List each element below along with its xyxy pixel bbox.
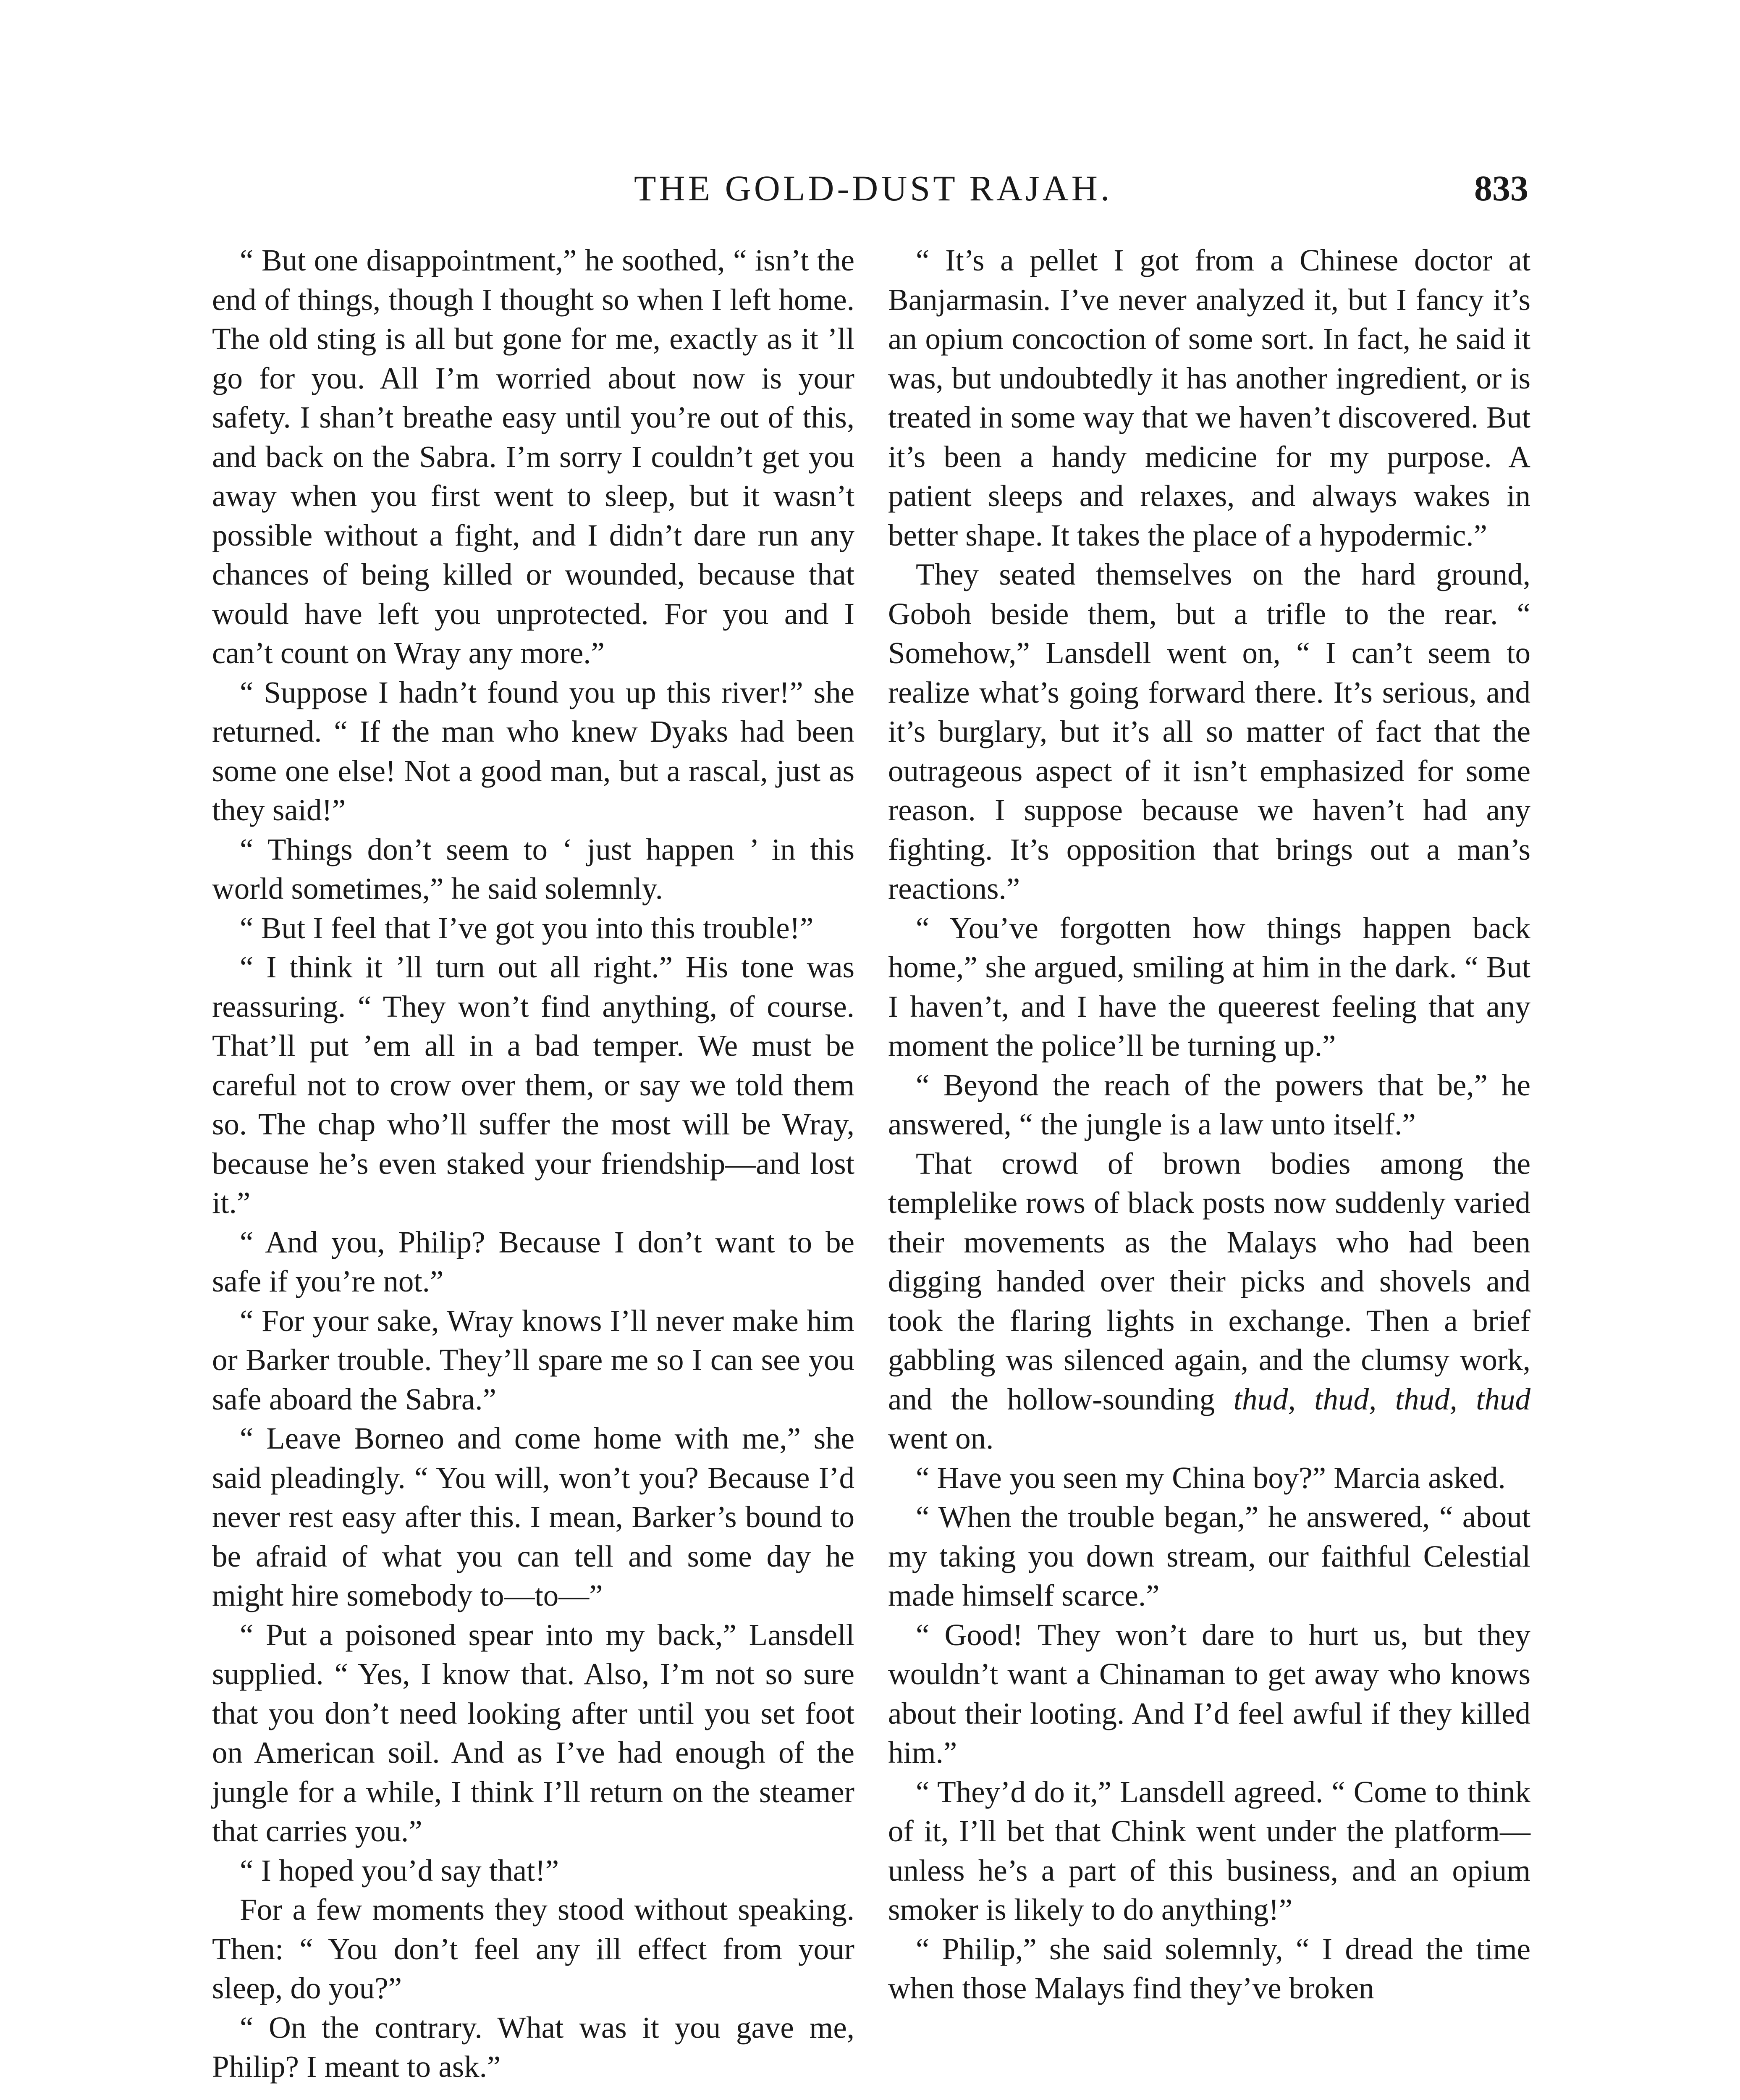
paragraph: For a few moments they stood without speaking. Then: “ You don’t feel any ill effect from your sleep, do you?” xyxy=(212,1893,854,2005)
paragraph: “ They’d do it,” Lansdell agreed. “ Come to think of it, I’ll bet that Chink went under the platform—unless he’s a part of this business, and an opium smoker is likely to do anything!” xyxy=(888,1774,1530,1927)
paragraph: “ Have you seen my China boy?” Marcia asked. xyxy=(916,1460,1506,1495)
right-column xyxy=(888,241,1530,2008)
running-head: THE GOLD-DUST RAJAH. xyxy=(634,168,1113,208)
paragraph: “ But I feel that I’ve got you into this trouble!” xyxy=(240,911,814,945)
paragraph: “ I hoped you’d say that!” xyxy=(240,1853,559,1887)
paragraph: “ Put a poisoned spear into my back,” Lansdell supplied. “ Yes, I know that. Also, I’m not so sure that you don’t need looking after until you set foot on American soil. And as I’ve had enough of the jungle for a while, I think I’ll return on the steamer that carries you.” xyxy=(212,1617,854,1848)
paragraph: “ For your sake, Wray knows I’ll never make him or Barker trouble. They’ll spare me so I can see you safe aboard the Sabra.” xyxy=(212,1303,854,1416)
paragraph: “ Beyond the reach of the powers that be,” he answered, “ the jungle is a law unto itself.” xyxy=(888,1068,1530,1141)
paragraph: “ Suppose I hadn’t found you up this river!” she returned. “ If the man who knew Dyaks had been some one else! Not a good man, but a rascal, just as they said!” xyxy=(212,675,854,827)
paragraph: “ Leave Borneo and come home with me,” she said pleadingly. “ You will, won’t you? Because I’d never rest easy after this. I mean, Barker’s bound to be afraid of what you can tell and some day he might hire somebody to—to—” xyxy=(212,1421,854,1612)
paragraph: “ On the contrary. What was it you gave me, Philip? I meant to ask.” xyxy=(212,2010,854,2084)
paragraph: “ You’ve forgotten how things happen back home,” she argued, smiling at him in the dark. “ But I haven’t, and I have the queerest feeling that any moment the police’ll be turning up.” xyxy=(888,911,1530,1063)
italic-sound-effect: thud, thud, thud, thud xyxy=(1233,1382,1530,1416)
paragraph: “ And you, Philip? Because I don’t want to be safe if you’re not.” xyxy=(212,1225,854,1298)
paragraph-text: went on. xyxy=(888,1421,994,1455)
paragraph: They seated themselves on the hard ground, Goboh beside them, but a trifle to the rear. “ Somehow,” Lansdell went on, “ I can’t seem to realize what’s going forward there. It’s serious, and it’s burglary, but it’s all so matter of fact that the outrageous aspect of it isn’t emphasized for some reason. I suppose because we haven’t had any fighting. It’s opposition that brings out a man’s reactions.” xyxy=(888,557,1530,906)
paragraph-text: That crowd of brown bodies among the templelike rows of black posts now suddenly varied their movements as the Malays who had been digging handed over their picks and shovels and took the flaring lights in exchange. Then a brief gabbling was silenced again, and the clumsy work, and the hollow-sounding xyxy=(888,1146,1530,1416)
left-column xyxy=(212,241,854,2087)
page-header xyxy=(0,167,1740,213)
paragraph: “ It’s a pellet I got from a Chinese doctor at Banjarmasin. I’ve never analyzed it, but I fancy it’s an opium concoction of some sort. In fact, he said it was, but undoubtedly it has another ingredient, or is treated in some way that we haven’t discovered. But it’s been a handy medicine for my purpose. A patient sleeps and relaxes, and always wakes in better shape. It takes the place of a hypodermic.” xyxy=(888,243,1530,552)
paragraph: “ Good! They won’t dare to hurt us, but they wouldn’t want a Chinaman to get away who knows about their looting. And I’d feel awful if they killed him.” xyxy=(888,1617,1530,1769)
paragraph: “ When the trouble began,” he answered, “ about my taking you down stream, our faithful Celestial made himself scarce.” xyxy=(888,1500,1530,1612)
paragraph: “ Things don’t seem to ‘ just happen ’ in this world sometimes,” he said solemnly. xyxy=(212,832,854,906)
paragraph: “ But one disappointment,” he soothed, “ isn’t the end of things, though I thought so when I left home. The old sting is all but gone for me, exactly as it ’ll go for you. All I’m worried about now is your safety. I shan’t breathe easy until you’re out of this, and back on the Sabra. I’m sorry I couldn’t get you away when you first went to sleep, but it wasn’t possible without a fight, and I didn’t dare run any chances of being killed or wounded, because that would have left you unprotected. For you and I can’t count on Wray any more.” xyxy=(212,243,854,670)
paragraph: “ I think it ’ll turn out all right.” His tone was reassuring. “ They won’t find anything, of course. That’ll put ’em all in a bad temper. We must be careful not to crow over them, or say we told them so. The chap who’ll suffer the most will be Wray, because he’s even staked your friendship—and lost it.” xyxy=(212,950,854,1220)
paragraph xyxy=(888,1144,1530,1458)
page-number: 833 xyxy=(1474,168,1528,208)
paragraph: “ Philip,” she said solemnly, “ I dread the time when those Malays find they’ve broken xyxy=(888,1932,1530,2005)
